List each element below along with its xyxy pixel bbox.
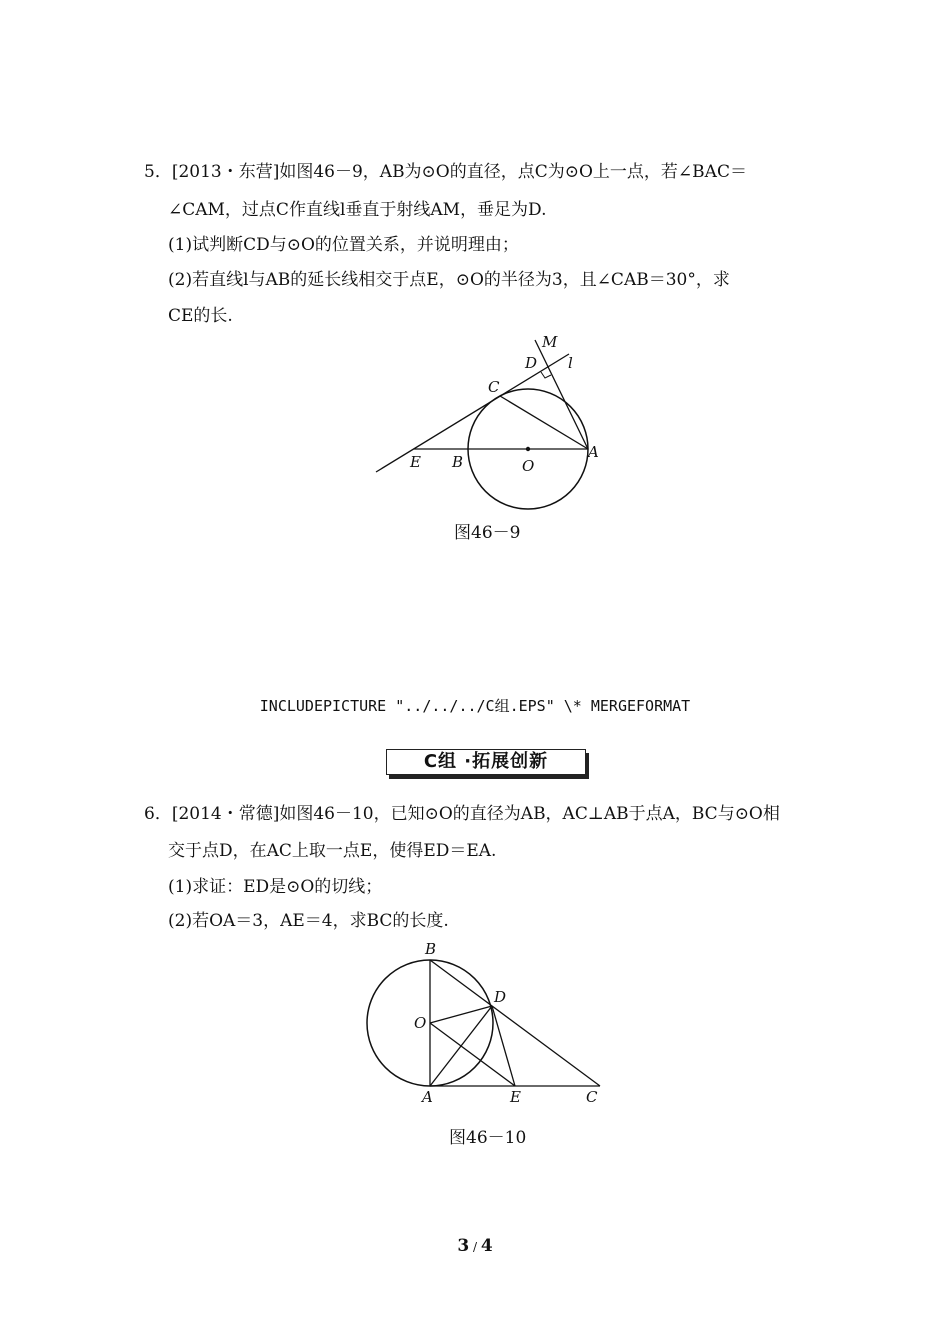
label-c: C [586,1088,598,1106]
label-m: M [542,333,558,351]
label-e: E [510,1088,521,1106]
segment-oe [430,1023,515,1086]
label-e: E [410,453,421,471]
banner-title: C组 ·拓展创新 [386,749,586,775]
q5-part-2: (2)若直线l与AB的延长线相交于点E，⊙O的半径为3，且∠CAB＝30°，求 [168,270,730,290]
page-current: 3 [457,1236,470,1256]
q6-part-1: (1)求证：ED是⊙O的切线； [168,877,383,897]
page-number [0,1236,950,1256]
figure-46-10 [360,938,610,1110]
q5-line-2: ∠CAM，过点C作直线l垂直于射线AM，垂足为D. [168,200,547,220]
figure-caption-46-10: 图46－10 [449,1128,527,1148]
label-o: O [522,457,535,475]
q5-part-1: (1)试判断CD与⊙O的位置关系，并说明理由； [168,235,519,255]
label-d: D [494,988,507,1006]
segment-bc [430,960,600,1086]
include-picture-field: INCLUDEPICTURE "../../../C组.EPS" \* MERGEFORMAT [259,697,691,715]
q6-line-1: 6．[2014・常德]如图46－10，已知⊙O的直径为AB，AC⊥AB于点A，BC与⊙O相 [144,804,780,824]
label-a: A [588,443,599,461]
section-banner [386,749,590,779]
label-d: D [525,354,538,372]
page-total: 4 [480,1236,493,1256]
q6-line-2: 交于点D，在AC上取一点E，使得ED＝EA. [168,841,497,861]
label-b: B [452,453,464,471]
label-o: O [414,1014,427,1032]
label-l: l [568,354,573,372]
label-c: C [488,378,500,396]
right-angle-mark [541,372,551,378]
segment-de [492,1006,515,1086]
line-l [376,354,569,472]
q6-part-2: (2)若OA＝3，AE＝4，求BC的长度. [168,911,449,931]
label-a: A [422,1088,433,1106]
figure-46-9 [370,330,610,515]
segment-od [430,1006,492,1023]
q5-line-1: 5．[2013・东营]如图46－9，AB为⊙O的直径，点C为⊙O上一点，若∠BAC＝ [144,162,747,182]
center-dot [526,447,530,451]
page-separator: / [469,1240,481,1254]
q5-line-5: CE的长. [168,306,233,326]
figure-caption-46-9: 图46－9 [454,523,521,543]
label-b: B [425,940,437,958]
